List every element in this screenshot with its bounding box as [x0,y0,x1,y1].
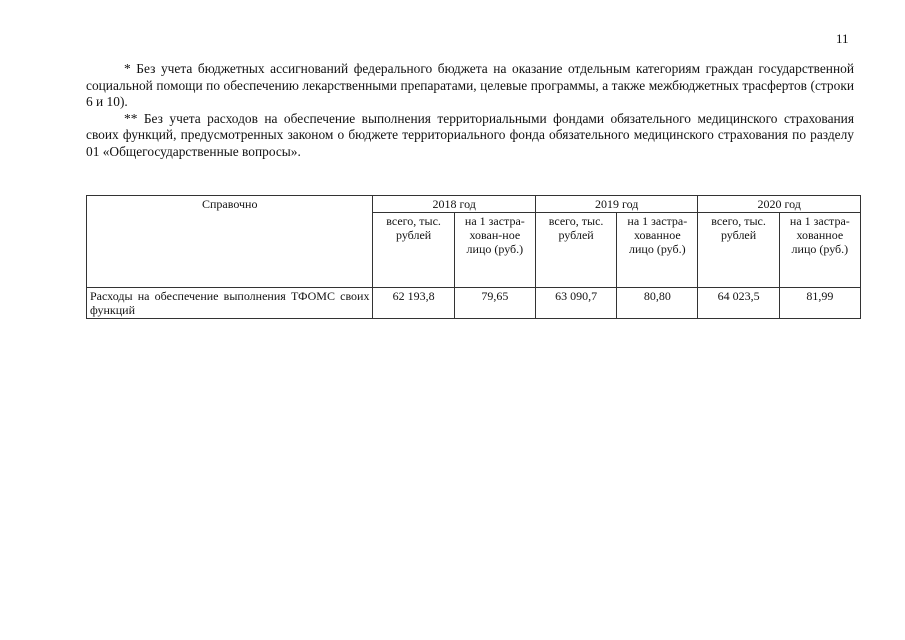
subheader-per-insured-2020: на 1 застра-хованное лицо (руб.) [779,213,860,288]
reference-table [86,195,861,319]
table-row [87,288,861,319]
subheader-total-2018: всего, тыс. рублей [373,213,454,288]
value-per-insured-2020: 81,99 [779,288,860,319]
value-per-insured-2018: 79,65 [454,288,535,319]
value-total-2020: 64 023,5 [698,288,779,319]
value-total-2019: 63 090,7 [535,288,616,319]
year-header-2019: 2019 год [535,196,697,213]
footnotes [86,61,854,160]
header-label-cell: Справочно [87,196,373,288]
row-label: Расходы на обеспечение выполнения ТФОМС своих функций [87,288,373,319]
subheader-total-2020: всего, тыс. рублей [698,213,779,288]
subheader-per-insured-2019: на 1 застра-хованное лицо (руб.) [617,213,698,288]
value-total-2018: 62 193,8 [373,288,454,319]
footnote-double-asterisk: ** Без учета расходов на обеспечение выполнения территориальными фондами обязательного медицинского страхования своих функций, предусмотренных законом о бюджете территориального фонда обязательного медицинского страхования по разделу 01 «Общегосударственные вопросы». [86,110,854,159]
value-per-insured-2019: 80,80 [617,288,698,319]
year-header-2020: 2020 год [698,196,861,213]
page-number: 11 [836,31,849,46]
footnote-single-asterisk: * Без учета бюджетных ассигнований федерального бюджета на оказание отдельным категориям граждан государственной социальной помощи по обеспечению лекарственными препаратами, целевые программы, а также межбюджетных трасфертов (строки 6 и 10). [86,61,854,109]
subheader-per-insured-2018: на 1 застра-хован-ное лицо (руб.) [454,213,535,288]
year-header-2018: 2018 год [373,196,535,213]
subheader-total-2019: всего, тыс. рублей [535,213,616,288]
table-header-row [87,196,861,213]
